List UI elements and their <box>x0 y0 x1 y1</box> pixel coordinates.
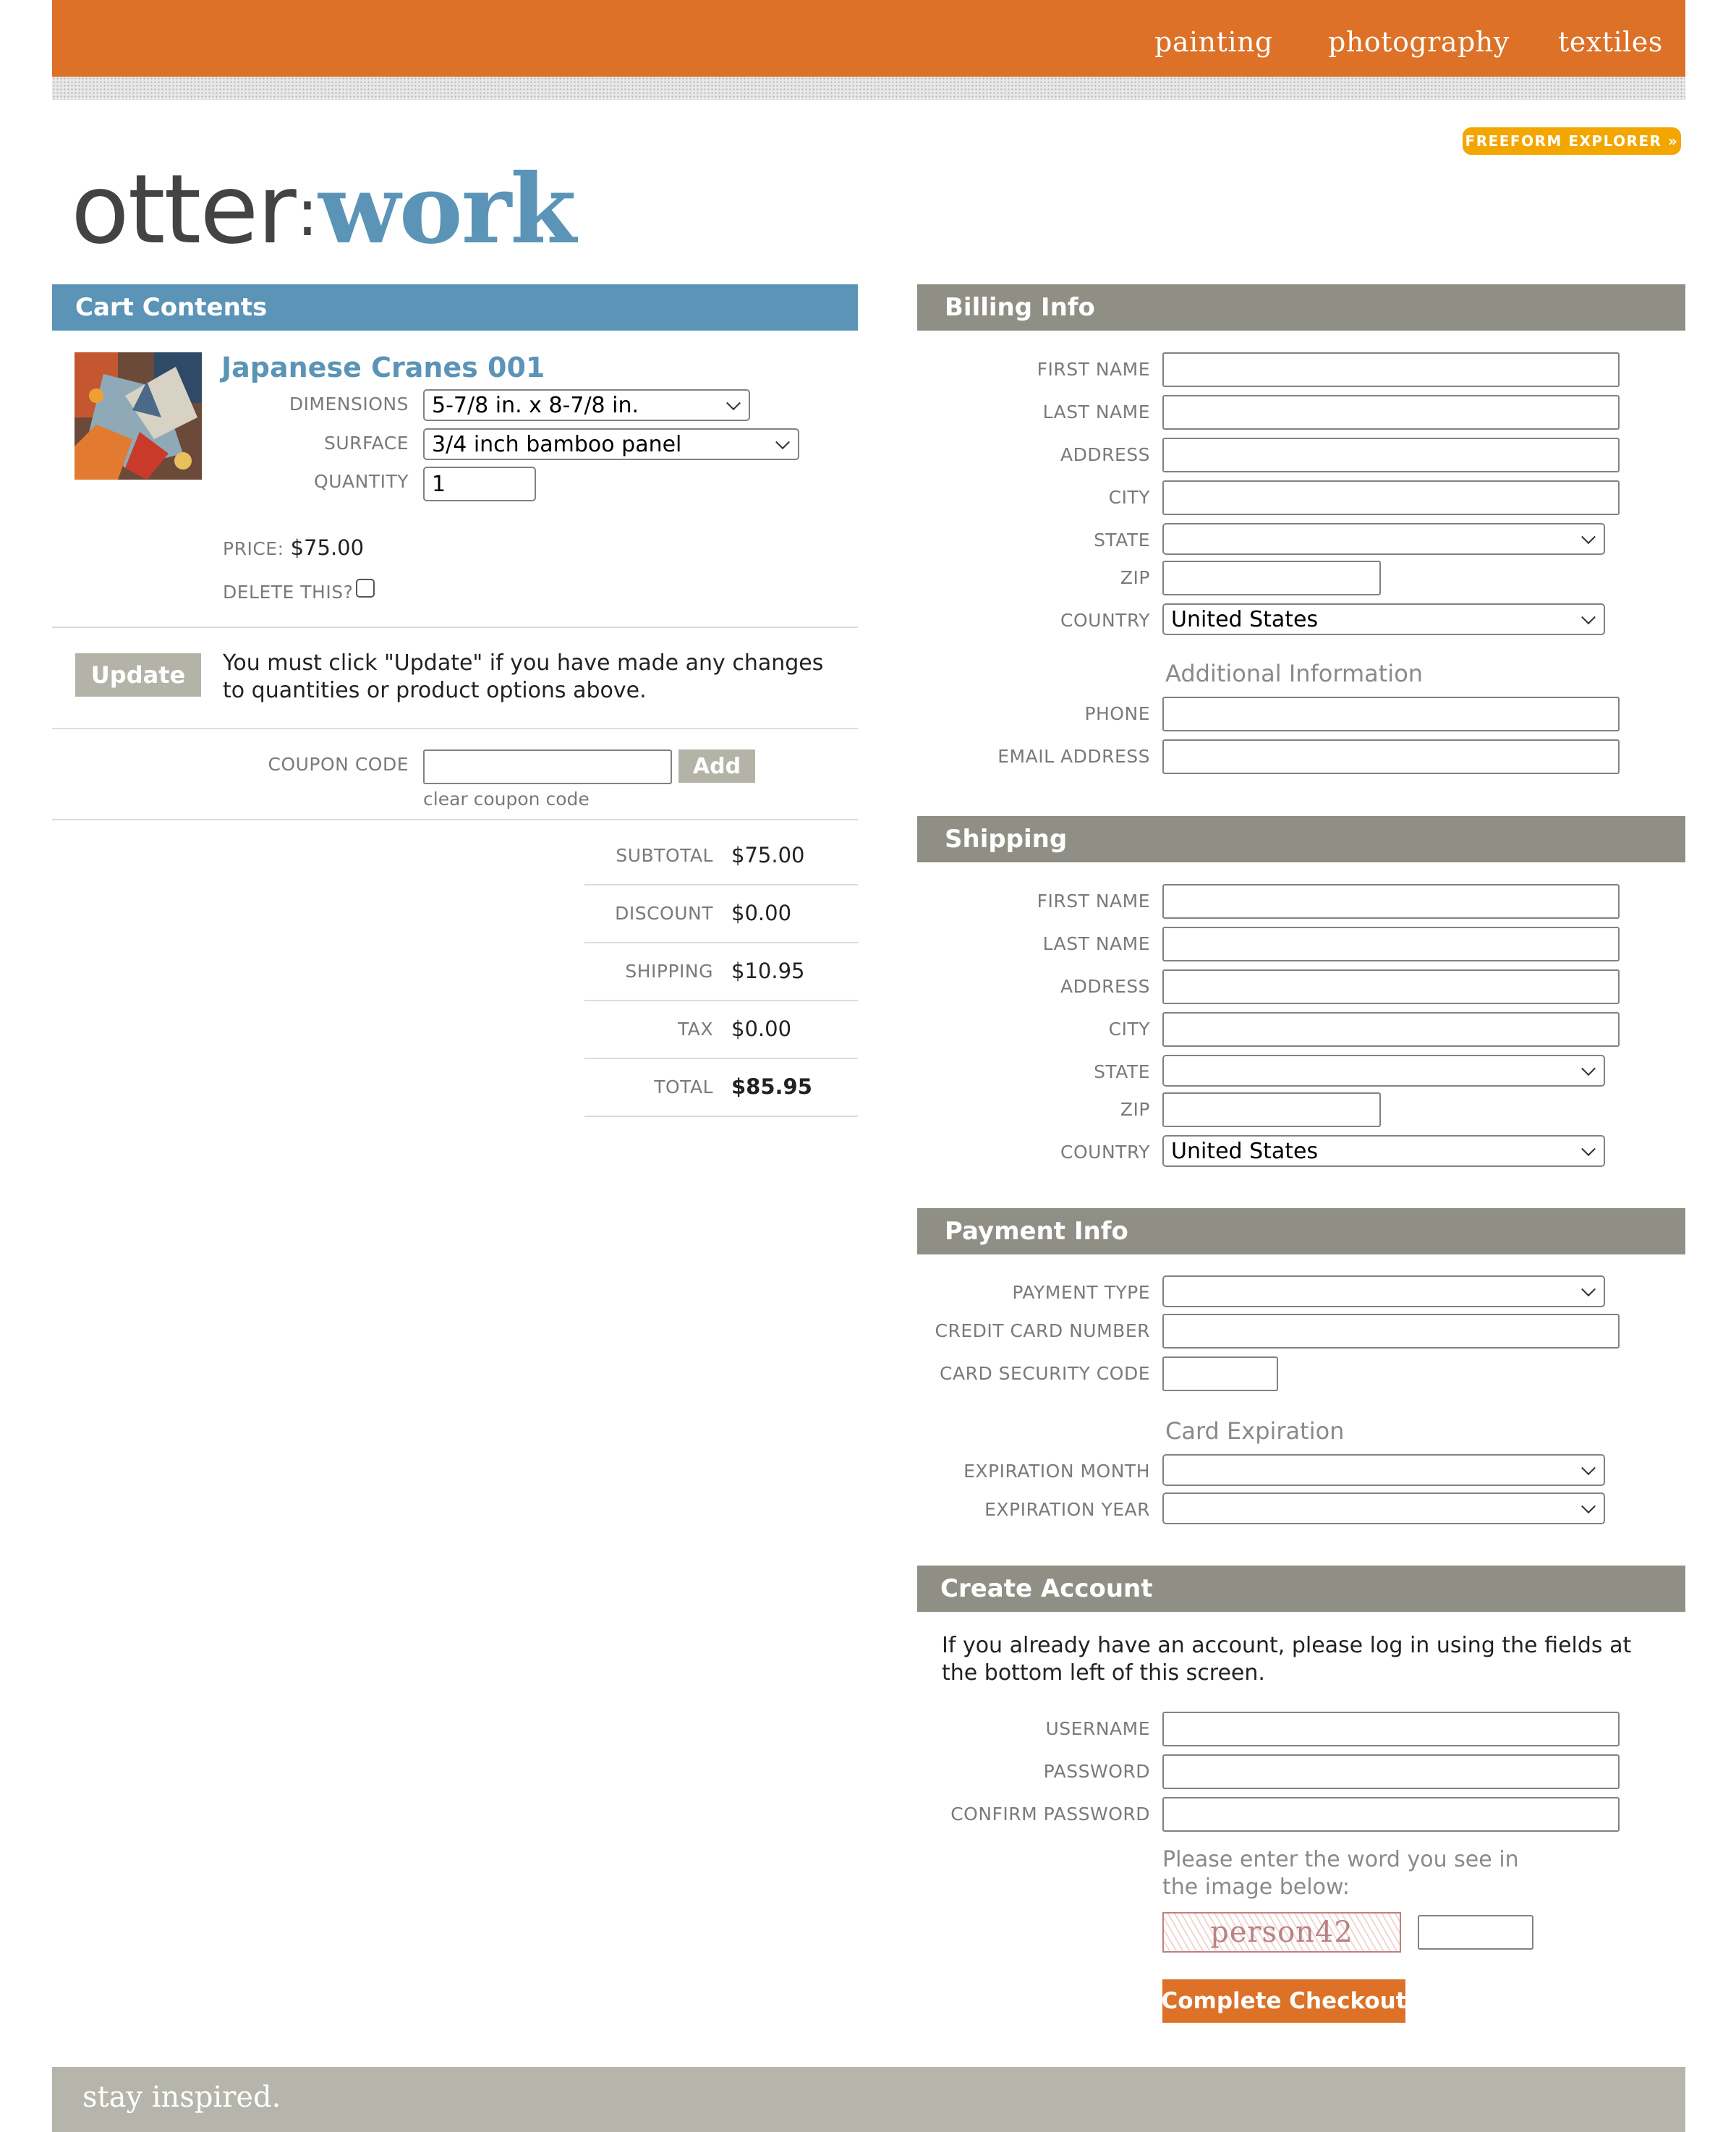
surface-selected-value: 3/4 inch bamboo panel <box>432 431 682 457</box>
additional-info-heading: Additional Information <box>1165 660 1424 687</box>
billing-first-name-label: FIRST NAME <box>1037 359 1150 380</box>
billing-zip-input[interactable] <box>1162 561 1381 595</box>
billing-address-label: ADDRESS <box>1060 444 1150 465</box>
shipping-zip-label: ZIP <box>1120 1099 1150 1120</box>
dotted-divider <box>52 77 1685 100</box>
shipping-country-select[interactable] <box>1162 1135 1605 1167</box>
site-logo[interactable]: otter:work <box>71 153 575 266</box>
chevron-down-icon <box>1581 1282 1596 1296</box>
email-input[interactable] <box>1162 739 1620 774</box>
exp-year-select[interactable] <box>1162 1492 1605 1524</box>
total-value: $85.95 <box>731 1074 812 1099</box>
confirm-password-input[interactable] <box>1162 1797 1620 1832</box>
chevron-down-icon <box>1581 610 1596 624</box>
delete-label: DELETE THIS? <box>223 582 354 603</box>
billing-country-label: COUNTRY <box>1060 610 1150 631</box>
exp-month-select[interactable] <box>1162 1454 1605 1486</box>
divider <box>584 1116 858 1117</box>
card-number-label: CREDIT CARD NUMBER <box>935 1320 1150 1341</box>
billing-info-header: Billing Info <box>917 284 1685 331</box>
create-account-header: Create Account <box>917 1566 1685 1612</box>
card-number-input[interactable] <box>1162 1314 1620 1349</box>
password-label: PASSWORD <box>1043 1761 1150 1782</box>
phone-label: PHONE <box>1084 703 1150 724</box>
update-button[interactable]: Update <box>75 653 201 697</box>
delete-checkbox[interactable] <box>356 579 375 598</box>
shipping-header: Shipping <box>917 816 1685 862</box>
shipping-country-label: COUNTRY <box>1060 1142 1150 1163</box>
product-thumbnail[interactable] <box>75 352 202 480</box>
chevron-down-icon <box>1581 1061 1596 1076</box>
dimensions-selected-value: 5-7/8 in. x 8-7/8 in. <box>432 392 639 418</box>
username-input[interactable] <box>1162 1712 1620 1746</box>
shipping-address-input[interactable] <box>1162 969 1620 1004</box>
shipping-state-select[interactable] <box>1162 1055 1605 1087</box>
shipping-cost-label: SHIPPING <box>625 961 713 982</box>
tax-label: TAX <box>677 1019 713 1040</box>
chevron-down-icon <box>1581 1461 1596 1475</box>
footer-tagline: stay inspired. <box>82 2081 281 2114</box>
shipping-last-name-label: LAST NAME <box>1042 933 1150 954</box>
chevron-down-icon <box>1581 1142 1596 1156</box>
phone-input[interactable] <box>1162 697 1620 731</box>
subtotal-label: SUBTOTAL <box>616 845 713 866</box>
divider <box>584 884 858 885</box>
payment-type-select[interactable] <box>1162 1275 1605 1307</box>
divider <box>584 942 858 943</box>
dimensions-select[interactable] <box>423 389 750 421</box>
total-label: TOTAL <box>654 1076 713 1097</box>
password-input[interactable] <box>1162 1754 1620 1789</box>
price-row <box>223 535 364 560</box>
billing-country-value: United States <box>1171 606 1319 632</box>
coupon-code-input[interactable] <box>423 749 672 784</box>
shipping-city-label: CITY <box>1108 1019 1150 1040</box>
surface-label: SURFACE <box>323 433 409 454</box>
shipping-first-name-input[interactable] <box>1162 884 1620 919</box>
billing-state-label: STATE <box>1094 530 1150 551</box>
tax-value: $0.00 <box>731 1016 792 1041</box>
surface-select[interactable] <box>423 428 799 460</box>
billing-state-select[interactable] <box>1162 523 1605 555</box>
footer-bar <box>52 2067 1685 2132</box>
chevron-down-icon <box>726 396 741 410</box>
shipping-last-name-input[interactable] <box>1162 927 1620 961</box>
cart-contents-header: Cart Contents <box>52 284 858 331</box>
billing-city-input[interactable] <box>1162 480 1620 515</box>
security-code-label: CARD SECURITY CODE <box>940 1363 1150 1384</box>
billing-first-name-input[interactable] <box>1162 352 1620 387</box>
quantity-input[interactable]: 1 <box>423 467 536 501</box>
coupon-label: COUPON CODE <box>268 754 409 775</box>
divider <box>52 627 858 628</box>
nav-link-painting[interactable]: painting <box>1154 26 1273 58</box>
payment-type-label: PAYMENT TYPE <box>1012 1282 1150 1303</box>
captcha-word: person42 <box>1210 1916 1353 1949</box>
shipping-address-label: ADDRESS <box>1060 976 1150 997</box>
exp-month-label: EXPIRATION MONTH <box>963 1461 1150 1482</box>
chevron-down-icon <box>1581 530 1596 544</box>
product-title-link[interactable]: Japanese Cranes 001 <box>221 352 545 383</box>
email-label: EMAIL ADDRESS <box>997 746 1150 767</box>
nav-link-photography[interactable]: photography <box>1328 26 1510 58</box>
divider <box>52 819 858 820</box>
captcha-prompt: Please enter the word you see in the image below: <box>1162 1847 1519 1900</box>
shipping-state-label: STATE <box>1094 1061 1150 1082</box>
subtotal-value: $75.00 <box>731 843 805 867</box>
shipping-city-input[interactable] <box>1162 1012 1620 1047</box>
shipping-first-name-label: FIRST NAME <box>1037 891 1150 912</box>
billing-city-label: CITY <box>1108 487 1150 508</box>
confirm-password-label: CONFIRM PASSWORD <box>950 1804 1150 1825</box>
shipping-country-value: United States <box>1171 1138 1319 1164</box>
nav-link-textiles[interactable]: textiles <box>1558 26 1663 58</box>
complete-checkout-button[interactable]: Complete Checkout <box>1162 1979 1405 2023</box>
price-label: PRICE: <box>223 538 284 559</box>
freeform-explorer-button[interactable]: FREEFORM EXPLORER » <box>1463 127 1681 155</box>
quantity-label: QUANTITY <box>314 471 409 492</box>
captcha-image <box>1162 1912 1401 1953</box>
price-value: $75.00 <box>290 535 365 560</box>
discount-value: $0.00 <box>731 901 792 925</box>
discount-label: DISCOUNT <box>615 903 713 924</box>
divider <box>584 1058 858 1059</box>
clear-coupon-link[interactable]: clear coupon code <box>423 789 590 810</box>
exp-year-label: EXPIRATION YEAR <box>984 1499 1150 1520</box>
chevron-down-icon <box>1581 1499 1596 1513</box>
dimensions-label: DIMENSIONS <box>289 394 409 415</box>
shipping-cost-value: $10.95 <box>731 959 805 983</box>
captcha-input[interactable] <box>1418 1915 1533 1950</box>
billing-last-name-input[interactable] <box>1162 395 1620 430</box>
payment-info-header: Payment Info <box>917 1208 1685 1254</box>
update-note: You must click "Update" if you have made any changes to quantities or product options above. <box>223 650 824 703</box>
chevron-down-icon <box>775 435 790 449</box>
divider <box>52 728 858 729</box>
security-code-input[interactable] <box>1162 1356 1278 1391</box>
account-intro-text: If you already have an account, please log in using the fields at the bottom left of this screen. <box>942 1633 1632 1686</box>
billing-address-input[interactable] <box>1162 438 1620 472</box>
billing-zip-label: ZIP <box>1120 567 1150 588</box>
username-label: USERNAME <box>1045 1718 1150 1739</box>
card-expiration-heading: Card Expiration <box>1165 1417 1345 1445</box>
shipping-zip-input[interactable] <box>1162 1092 1381 1127</box>
coupon-add-button[interactable]: Add <box>678 749 755 783</box>
billing-country-select[interactable] <box>1162 603 1605 635</box>
billing-last-name-label: LAST NAME <box>1042 402 1150 422</box>
divider <box>584 1000 858 1001</box>
